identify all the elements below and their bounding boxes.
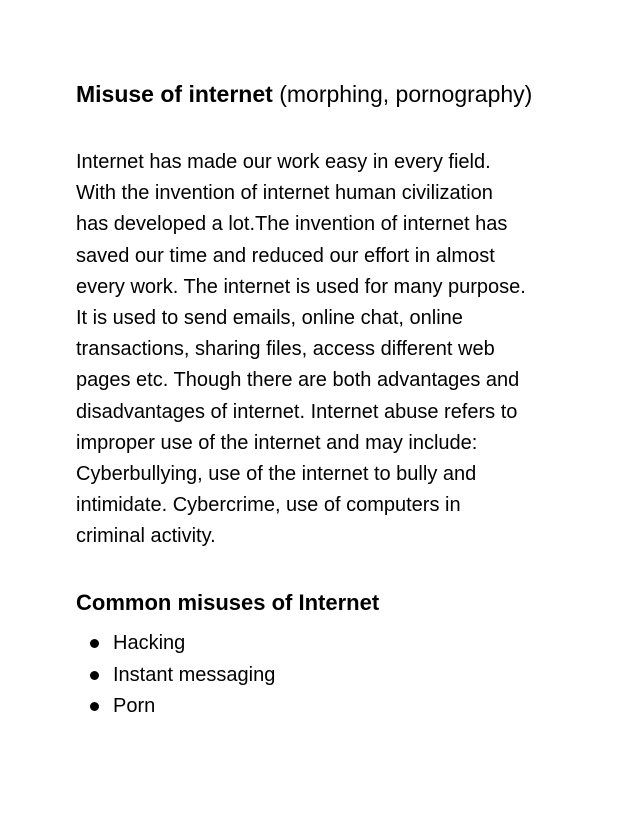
list-item-label: Hacking [113, 632, 186, 654]
list-item-label: Instant messaging [113, 663, 276, 686]
list-item [90, 691, 275, 723]
misuse-list [90, 628, 275, 723]
bullet-icon [90, 702, 99, 711]
section-heading: Common misuses of Internet [76, 590, 380, 615]
list-item-label: Porn [113, 695, 156, 717]
list-item [90, 628, 275, 660]
body-paragraph: Internet has made our work easy in every field. With the invention of internet human civilization has developed a lot.The invention of internet has saved our time and reduced our effort in almost every work. The internet is used for many purpose. It is used to send emails, online chat, online transactions, sharing files, access different web pages etc. Though there are both advantages and disadvantages of internet. Internet abuse refers to improper use of the internet and may include: Cyberbullying, use of the internet to bully and intimidate. Cybercrime, use of computers in criminal activity. [76, 151, 526, 548]
list-item [90, 660, 275, 692]
bullet-icon [90, 671, 99, 680]
page-title [76, 78, 532, 110]
title-subtitle: (morphing, pornography) [279, 81, 533, 107]
bullet-icon [90, 639, 99, 648]
title-main: Misuse of internet [76, 81, 273, 107]
